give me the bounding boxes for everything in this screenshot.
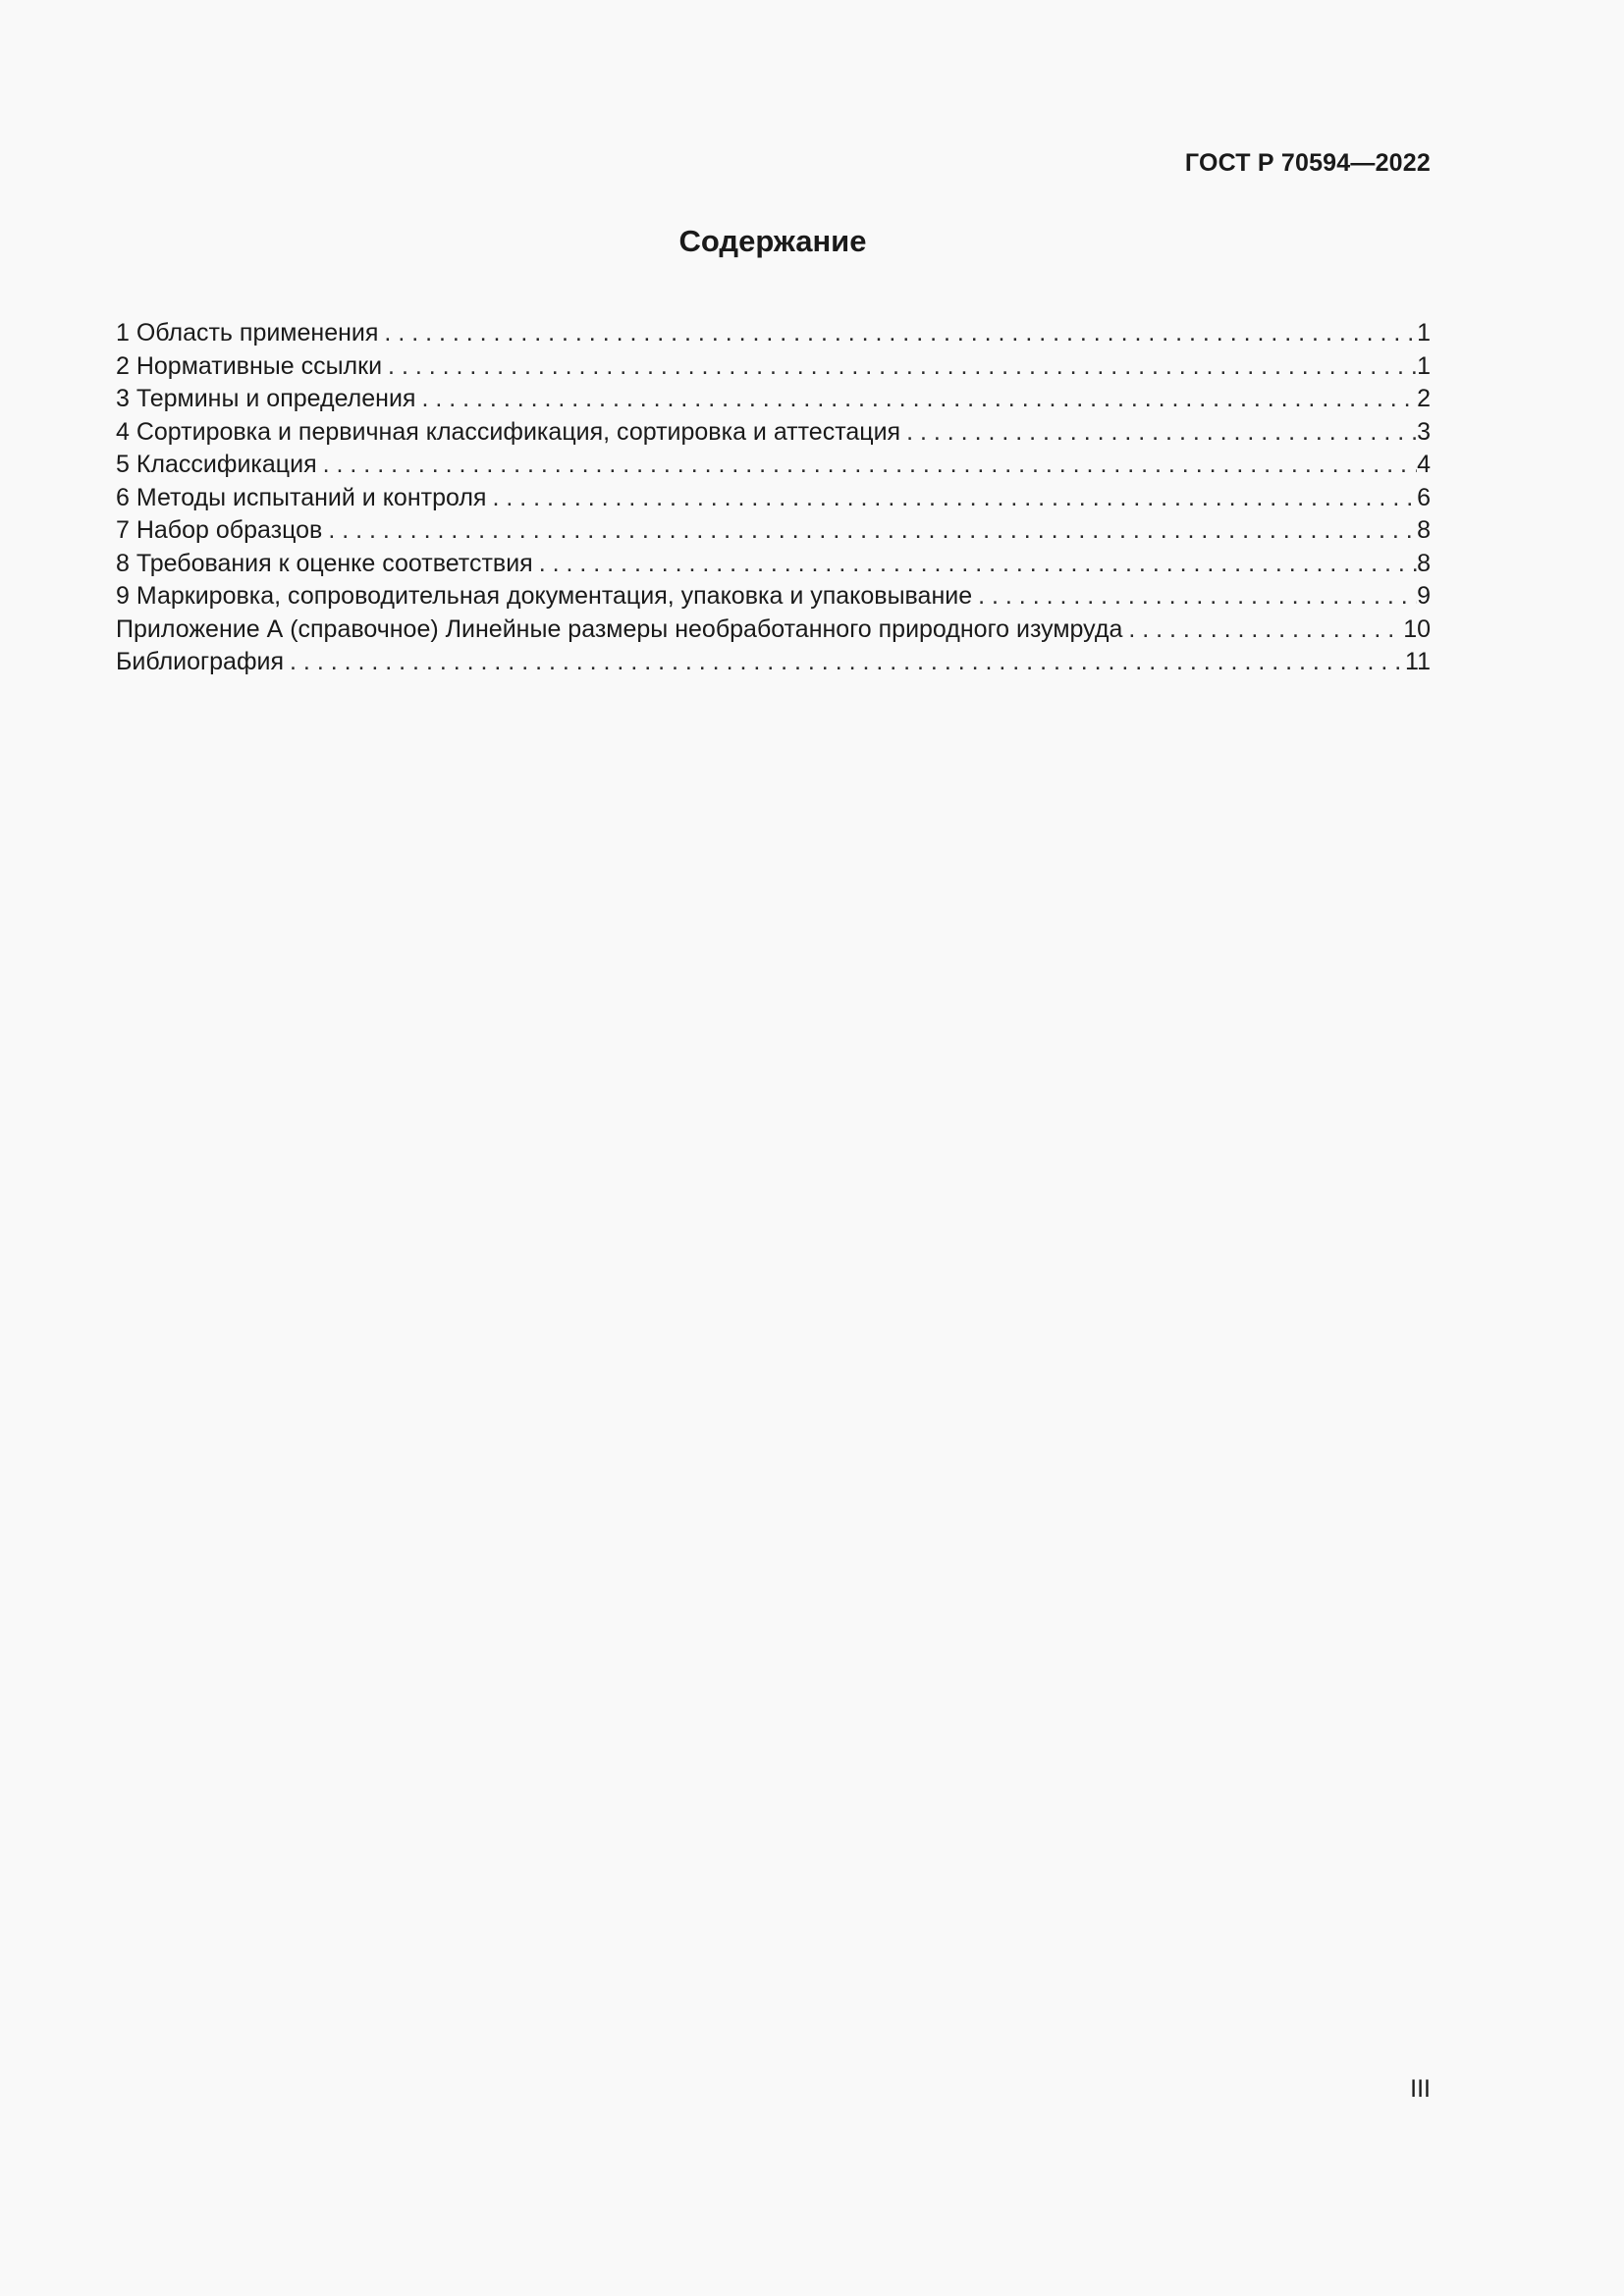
- page-number: III: [1410, 2075, 1431, 2103]
- toc-entry-conformity-assessment[interactable]: [116, 548, 1431, 581]
- toc-entry-label: 6 Методы испытаний и контроля: [116, 483, 487, 511]
- toc-entry-label: 3 Термины и определения: [116, 385, 416, 412]
- toc-entry-classification[interactable]: [116, 449, 1431, 482]
- document-code: ГОСТ Р 70594—2022: [1184, 149, 1431, 177]
- toc-entry-label: 5 Классификация: [116, 451, 317, 478]
- dot-leader: [317, 449, 1417, 482]
- toc-entry-label: 9 Маркировка, сопроводительная документация, упаковка и упаковывание: [116, 582, 973, 610]
- toc-entry-label: Библиография: [116, 648, 285, 675]
- toc-entry-scope[interactable]: [116, 317, 1431, 350]
- toc-entry-terms-definitions[interactable]: [116, 383, 1431, 416]
- dot-leader: [378, 317, 1417, 350]
- toc-entry-normative-references[interactable]: [116, 350, 1431, 384]
- toc-entry-page: 8: [1417, 549, 1431, 577]
- dot-leader: [900, 416, 1417, 450]
- toc-entry-page: 3: [1417, 417, 1431, 446]
- toc-entry-label: 8 Требования к оценке соответствия: [116, 549, 533, 577]
- toc-entry-page: 9: [1417, 582, 1431, 610]
- table-of-contents: [116, 317, 1431, 679]
- dot-leader: [322, 514, 1417, 548]
- dot-leader: [972, 580, 1417, 614]
- toc-entry-page: 8: [1417, 516, 1431, 544]
- toc-entry-appendix-a[interactable]: [116, 614, 1431, 647]
- toc-entry-sorting-certification[interactable]: [116, 416, 1431, 450]
- toc-entry-label: 1 Область применения: [116, 319, 379, 347]
- dot-leader: [415, 383, 1417, 416]
- toc-entry-page: 1: [1417, 319, 1431, 347]
- dot-leader: [382, 350, 1417, 384]
- toc-entry-page: 6: [1417, 483, 1431, 511]
- dot-leader: [533, 548, 1417, 581]
- dot-leader: [486, 482, 1417, 515]
- toc-entry-test-methods[interactable]: [116, 482, 1431, 515]
- toc-entry-page: 10: [1403, 614, 1431, 643]
- toc-entry-label: Приложение А (справочное) Линейные размеры необработанного природного изумруда: [116, 614, 1123, 643]
- toc-entry-label: 7 Набор образцов: [116, 516, 323, 544]
- toc-entry-page: 11: [1405, 648, 1431, 675]
- dot-leader: [1122, 614, 1403, 647]
- toc-title: Содержание: [678, 224, 867, 258]
- toc-entry-sample-set[interactable]: [116, 514, 1431, 548]
- dot-leader: [284, 646, 1405, 679]
- toc-entry-marking-packaging[interactable]: [116, 580, 1431, 614]
- toc-entry-page: 1: [1417, 351, 1431, 380]
- toc-entry-page: 4: [1417, 451, 1431, 478]
- toc-entry-page: 2: [1417, 385, 1431, 412]
- toc-entry-label: 4 Сортировка и первичная классификация, сортировка и аттестация: [116, 417, 901, 446]
- toc-entry-bibliography[interactable]: [116, 646, 1431, 679]
- toc-entry-label: 2 Нормативные ссылки: [116, 351, 383, 380]
